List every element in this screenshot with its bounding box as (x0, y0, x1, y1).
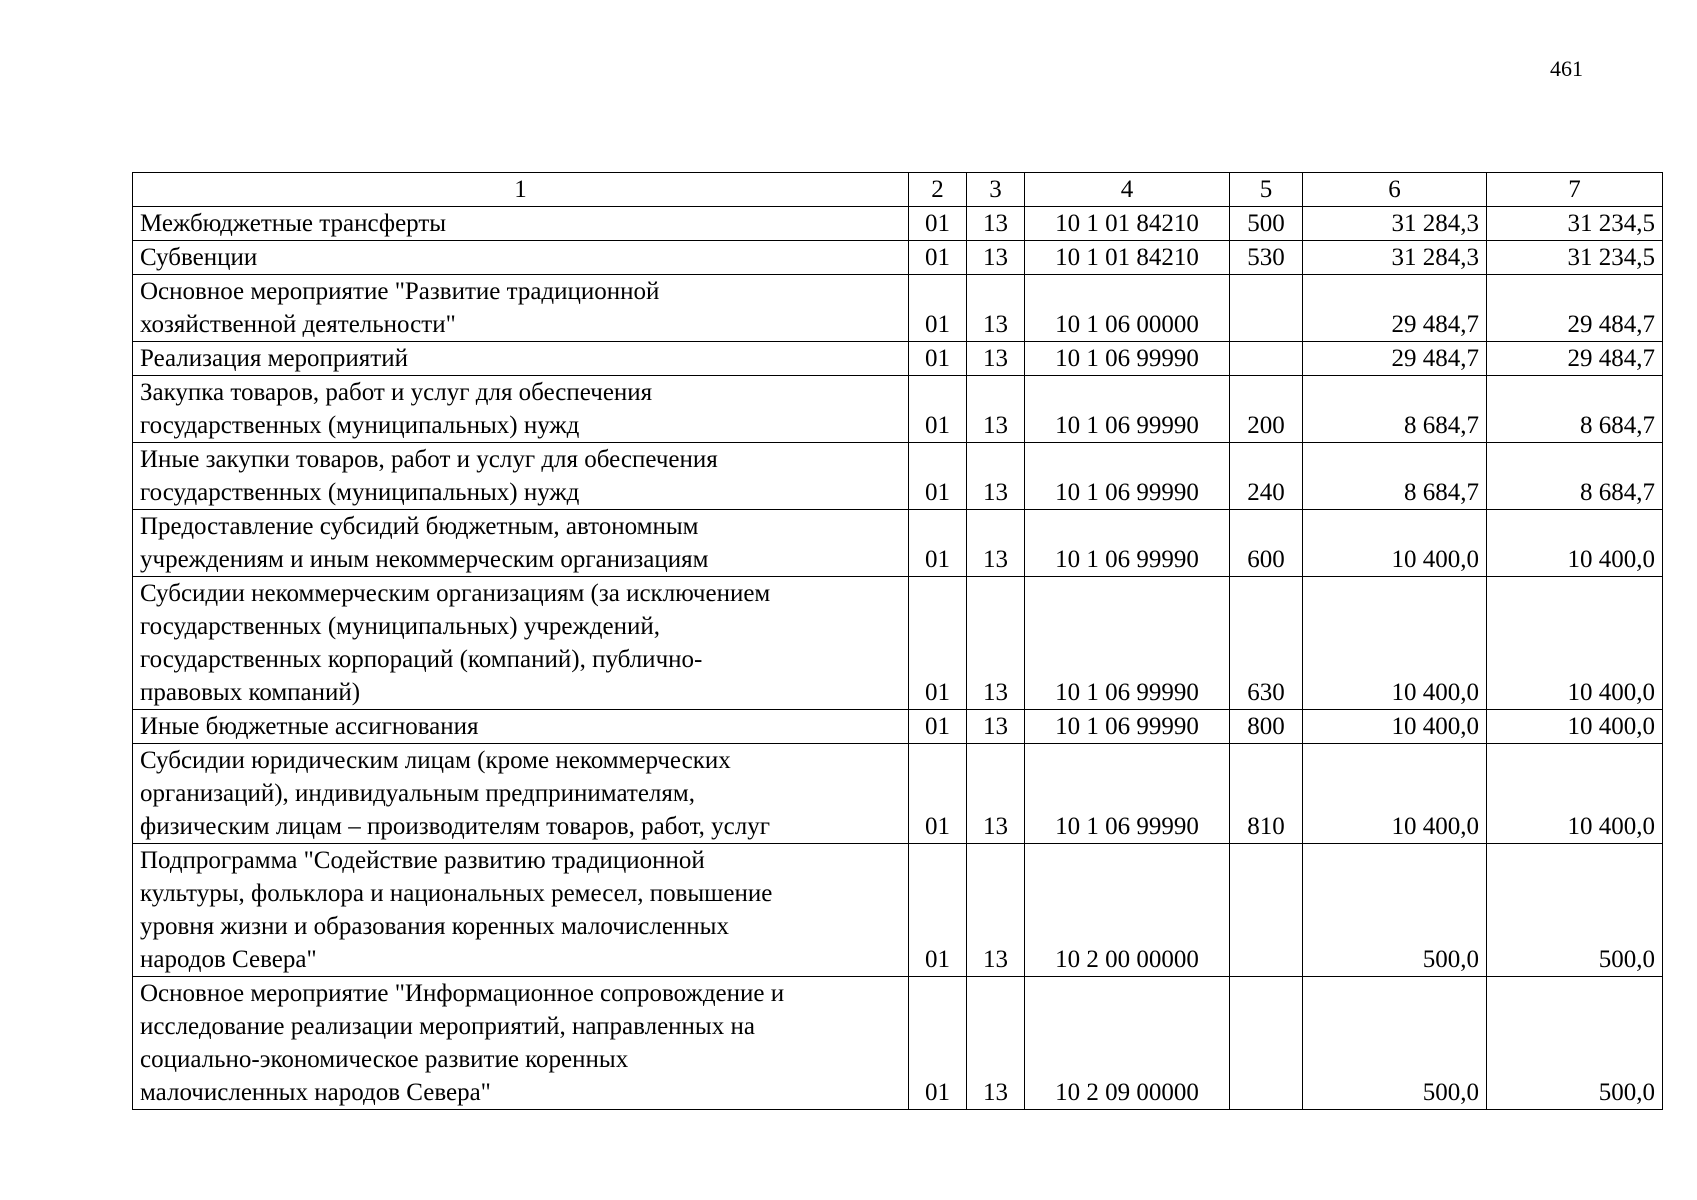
target-article-cell: 10 1 06 99990 (1025, 342, 1230, 376)
table-row (133, 443, 1663, 510)
section-code-cell: 01 (909, 207, 967, 241)
expense-type-cell (1230, 977, 1303, 1110)
subsection-code-cell: 13 (967, 241, 1025, 275)
section-code-cell: 01 (909, 744, 967, 844)
amount-col6-cell: 10 400,0 (1303, 510, 1487, 577)
page-number: 461 (1550, 56, 1583, 81)
subsection-code-cell: 13 (967, 977, 1025, 1110)
amount-col6-cell: 10 400,0 (1303, 744, 1487, 844)
row-name-cell: Предоставление субсидий бюджетным, автономным учреждениям и иным некоммерческим организациям (133, 510, 909, 577)
target-article-cell: 10 1 06 99990 (1025, 510, 1230, 577)
section-code-cell: 01 (909, 443, 967, 510)
section-code-cell: 01 (909, 844, 967, 977)
header-cell-1: 1 (133, 173, 909, 207)
amount-col6-cell: 29 484,7 (1303, 275, 1487, 342)
subsection-code-cell: 13 (967, 376, 1025, 443)
amount-col7-cell: 29 484,7 (1487, 342, 1663, 376)
table-row (133, 977, 1663, 1110)
header-row (133, 173, 1663, 207)
amount-col7-cell: 31 234,5 (1487, 241, 1663, 275)
expense-type-cell: 530 (1230, 241, 1303, 275)
section-code-cell: 01 (909, 577, 967, 710)
expense-type-cell: 200 (1230, 376, 1303, 443)
expense-type-cell (1230, 342, 1303, 376)
subsection-code-cell: 13 (967, 342, 1025, 376)
row-name-cell: Подпрограмма "Содействие развитию традиционной культуры, фольклора и национальных ремесел, повышение уровня жизни и образования коренных малочисленных народов Севера" (133, 844, 909, 977)
subsection-code-cell: 13 (967, 577, 1025, 710)
amount-col7-cell: 10 400,0 (1487, 510, 1663, 577)
expense-type-cell: 800 (1230, 710, 1303, 744)
target-article-cell: 10 1 06 99990 (1025, 577, 1230, 710)
table-row (133, 710, 1663, 744)
amount-col7-cell: 10 400,0 (1487, 577, 1663, 710)
subsection-code-cell: 13 (967, 844, 1025, 977)
row-name-cell: Закупка товаров, работ и услуг для обеспечения государственных (муниципальных) нужд (133, 376, 909, 443)
amount-col6-cell: 8 684,7 (1303, 443, 1487, 510)
expense-type-cell (1230, 275, 1303, 342)
table-body (133, 207, 1663, 1110)
table-row (133, 510, 1663, 577)
expense-type-cell (1230, 844, 1303, 977)
amount-col6-cell: 500,0 (1303, 844, 1487, 977)
subsection-code-cell: 13 (967, 443, 1025, 510)
subsection-code-cell: 13 (967, 510, 1025, 577)
table-row (133, 844, 1663, 977)
expense-type-cell: 600 (1230, 510, 1303, 577)
header-cell-6: 6 (1303, 173, 1487, 207)
table-row (133, 577, 1663, 710)
amount-col6-cell: 10 400,0 (1303, 577, 1487, 710)
target-article-cell: 10 1 06 99990 (1025, 376, 1230, 443)
amount-col7-cell: 29 484,7 (1487, 275, 1663, 342)
amount-col6-cell: 29 484,7 (1303, 342, 1487, 376)
table-row (133, 207, 1663, 241)
amount-col6-cell: 31 284,3 (1303, 207, 1487, 241)
row-name-cell: Субвенции (133, 241, 909, 275)
amount-col7-cell: 500,0 (1487, 977, 1663, 1110)
table-row (133, 342, 1663, 376)
amount-col7-cell: 31 234,5 (1487, 207, 1663, 241)
target-article-cell: 10 1 06 99990 (1025, 443, 1230, 510)
section-code-cell: 01 (909, 342, 967, 376)
table-row (133, 376, 1663, 443)
amount-col6-cell: 31 284,3 (1303, 241, 1487, 275)
header-cell-3: 3 (967, 173, 1025, 207)
table-row (133, 275, 1663, 342)
row-name-cell: Субсидии юридическим лицам (кроме некоммерческих организаций), индивидуальным предпринимателям, физическим лицам – производителям товаров, работ, услуг (133, 744, 909, 844)
expense-type-cell: 810 (1230, 744, 1303, 844)
amount-col7-cell: 10 400,0 (1487, 744, 1663, 844)
section-code-cell: 01 (909, 710, 967, 744)
table-row (133, 744, 1663, 844)
header-cell-5: 5 (1230, 173, 1303, 207)
target-article-cell: 10 2 09 00000 (1025, 977, 1230, 1110)
amount-col7-cell: 8 684,7 (1487, 443, 1663, 510)
budget-table (132, 172, 1663, 1110)
expense-type-cell: 500 (1230, 207, 1303, 241)
target-article-cell: 10 1 06 99990 (1025, 710, 1230, 744)
section-code-cell: 01 (909, 275, 967, 342)
subsection-code-cell: 13 (967, 710, 1025, 744)
section-code-cell: 01 (909, 977, 967, 1110)
target-article-cell: 10 1 06 00000 (1025, 275, 1230, 342)
row-name-cell: Основное мероприятие "Информационное сопровождение и исследование реализации мероприятий, направленных на социально-экономическое развитие коренных малочисленных народов Севера" (133, 977, 909, 1110)
expense-type-cell: 240 (1230, 443, 1303, 510)
header-cell-2: 2 (909, 173, 967, 207)
target-article-cell: 10 2 00 00000 (1025, 844, 1230, 977)
section-code-cell: 01 (909, 241, 967, 275)
amount-col6-cell: 500,0 (1303, 977, 1487, 1110)
expense-type-cell: 630 (1230, 577, 1303, 710)
row-name-cell: Иные бюджетные ассигнования (133, 710, 909, 744)
row-name-cell: Иные закупки товаров, работ и услуг для обеспечения государственных (муниципальных) нужд (133, 443, 909, 510)
amount-col7-cell: 500,0 (1487, 844, 1663, 977)
amount-col7-cell: 8 684,7 (1487, 376, 1663, 443)
amount-col6-cell: 10 400,0 (1303, 710, 1487, 744)
subsection-code-cell: 13 (967, 207, 1025, 241)
table-row (133, 241, 1663, 275)
row-name-cell: Основное мероприятие "Развитие традиционной хозяйственной деятельности" (133, 275, 909, 342)
subsection-code-cell: 13 (967, 275, 1025, 342)
subsection-code-cell: 13 (967, 744, 1025, 844)
row-name-cell: Субсидии некоммерческим организациям (за исключением государственных (муниципальных) учреждений, государственных корпораций (компаний), публично- правовых компаний) (133, 577, 909, 710)
row-name-cell: Реализация мероприятий (133, 342, 909, 376)
section-code-cell: 01 (909, 510, 967, 577)
target-article-cell: 10 1 06 99990 (1025, 744, 1230, 844)
header-cell-4: 4 (1025, 173, 1230, 207)
amount-col7-cell: 10 400,0 (1487, 710, 1663, 744)
target-article-cell: 10 1 01 84210 (1025, 241, 1230, 275)
row-name-cell: Межбюджетные трансферты (133, 207, 909, 241)
target-article-cell: 10 1 01 84210 (1025, 207, 1230, 241)
amount-col6-cell: 8 684,7 (1303, 376, 1487, 443)
header-cell-7: 7 (1487, 173, 1663, 207)
section-code-cell: 01 (909, 376, 967, 443)
